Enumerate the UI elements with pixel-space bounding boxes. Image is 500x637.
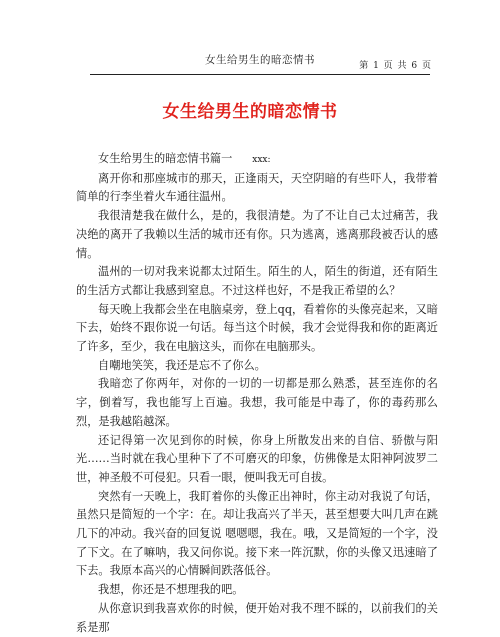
paragraph: 每天晚上我都会坐在电脑桌旁，登上qq，看着你的头像亮起来，又暗下去，始终不跟你说一句话。每当这个时候，我才会觉得我和你的距离近了许多，至少，我在电脑这头，而你在电脑那头。 [76,302,438,354]
document-title: 女生给男生的暗恋情书 [162,102,338,122]
document-body [76,150,438,637]
paragraph: 突然有一天晚上，我盯着你的头像正出神时，你主动对我说了句话，虽然只是简短的一个字：在。却让我高兴了半天，甚至想要大叫几声在跳几下的冲动。我兴奋的回复说 嗯嗯嗯，我在。哦，又是简短的一个字，没了下文。在了嘛呐，我又问你说。接下来一阵沉默，你的头像又迅速暗了下去。我原本高兴的心情瞬间跌落低谷。 [76,489,438,578]
paragraph: 我暗恋了你两年，对你的一切的一切都是那么熟悉，甚至连你的名字，倒着写，我也能写上百遍。我想，我可能是中毒了，你的毒药那么烈，是我越陷越深。 [76,377,438,428]
paragraph: 从你意识到我喜欢你的时候，便开始对我不理不睬的，以前我们的关系是那 [76,601,438,634]
paragraph: 我很清楚我在做什么，是的，我很清楚。为了不让自己太过痛苦，我决绝的离开了我赖以生活的城市还有你。只为逃离，逃离那段被否认的感情。 [76,209,438,260]
paragraph: 自嘲地笑笑，我还是忘不了你么。 [98,358,266,372]
section-tag: xxx: [252,155,271,165]
header-divider [90,74,430,75]
page-header [90,52,430,72]
section-heading-text: 女生给男生的暗恋情书篇一 [98,152,233,165]
page-indicator: 第 1 页 共 6 页 [359,61,432,71]
header-title: 女生给男生的暗恋情书 [205,54,315,66]
section-heading [76,150,438,170]
paragraph: 温州的一切对我来说都太过陌生。陌生的人，陌生的街道，还有陌生的生活方式都让我感到窒息。不过这样也好，不是我正希望的么？ [76,265,438,297]
paragraph: 我想，你还是不想理我的吧。 [98,583,244,597]
paragraph: 还记得第一次见到你的时候，你身上所散发出来的自信、骄傲与阳光……当时就在我心里种下了不可磨灭的印象，仿佛像是太阳神阿波罗二世，神圣般不可侵犯。只看一眼，便叫我无可自拔。 [76,433,438,484]
paragraph: 离开你和那座城市的那天，正逢雨天，天空阴暗的有些吓人，我带着简单的行李坐着火车通往温州。 [76,171,438,204]
